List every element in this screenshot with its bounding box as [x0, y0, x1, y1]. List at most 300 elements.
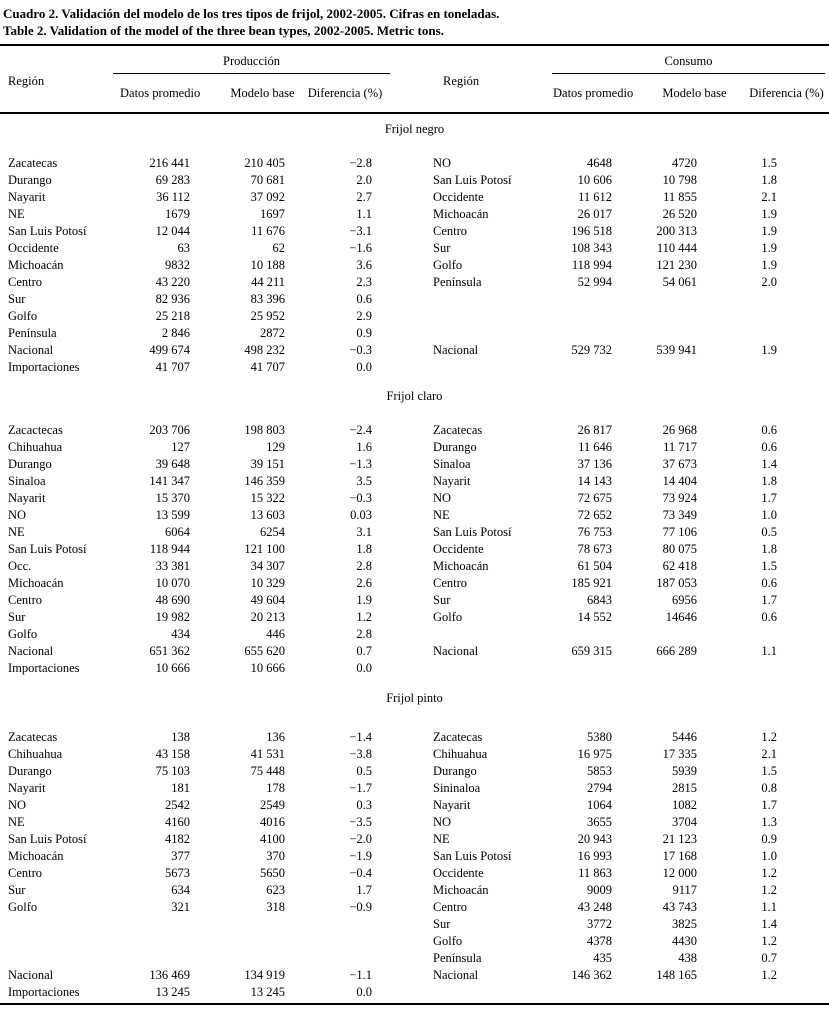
region-cell: Importaciones [8, 985, 80, 999]
modelo-base-cell [193, 933, 288, 950]
datos-promedio-cell: 203 706 [149, 423, 190, 437]
modelo-base-cell: 73 924 [662, 491, 697, 505]
region-cell [433, 660, 545, 677]
region-cell: Sur [433, 593, 451, 607]
section-rows [0, 422, 829, 677]
region-cell: Sur [8, 883, 26, 897]
modelo-base-cell: 25 952 [250, 309, 285, 323]
table-row [0, 422, 829, 439]
region-cell: Centro [433, 224, 468, 238]
modelo-base-cell: 146 359 [244, 474, 285, 488]
column-gap [390, 189, 433, 206]
region-cell: Nacional [433, 968, 479, 982]
column-gap [390, 899, 433, 916]
modelo-base-cell: 438 [678, 951, 697, 965]
diferencia-cell: 0.03 [350, 508, 372, 522]
datos-promedio-cell: 36 112 [156, 190, 190, 204]
datos-promedio-cell: 3655 [587, 815, 612, 829]
modelo-base-cell [615, 660, 700, 677]
diferencia-cell: −0.3 [349, 491, 372, 505]
modelo-base-cell: 10 329 [250, 576, 285, 590]
modelo-base-cell: 77 106 [662, 525, 697, 539]
column-gap [390, 325, 433, 342]
diferencia-cell: 1.9 [761, 224, 777, 238]
region-cell: NO [8, 508, 27, 522]
diferencia-cell: 1.1 [761, 900, 777, 914]
modelo-base-cell: 655 620 [244, 644, 285, 658]
column-header-modelo-base-right: Modelo base [662, 85, 727, 100]
column-gap [390, 524, 433, 541]
section-rows [0, 155, 829, 376]
modelo-base-cell: 21 123 [662, 832, 697, 846]
diferencia-cell: 2.0 [761, 275, 777, 289]
column-gap [390, 660, 433, 677]
region-cell: Sur [8, 610, 26, 624]
column-header-datos-promedio-left: Datos promedio [120, 85, 201, 100]
table-row [0, 814, 829, 831]
datos-promedio-cell: 16 993 [577, 849, 612, 863]
region-cell: Sininaloa [433, 781, 481, 795]
modelo-base-cell: 136 [266, 730, 285, 744]
modelo-base-cell: 121 100 [244, 542, 285, 556]
modelo-base-cell: 187 053 [656, 576, 697, 590]
datos-promedio-cell: 61 504 [577, 559, 612, 573]
table-row [0, 882, 829, 899]
diferencia-cell [700, 359, 829, 376]
region-cell: Chihuahua [8, 747, 63, 761]
caption-spanish: Cuadro 2. Validación del modelo de los tres tipos de frijol, 2002-2005. Cifras en toneladas. [3, 6, 500, 21]
datos-promedio-cell: 63 [177, 241, 190, 255]
diferencia-cell: 0.5 [761, 525, 777, 539]
diferencia-cell [288, 933, 390, 950]
region-cell: NO [433, 491, 452, 505]
table-row [0, 626, 829, 643]
column-gap [390, 592, 433, 609]
modelo-base-cell: 3704 [672, 815, 697, 829]
diferencia-cell: 1.5 [761, 156, 777, 170]
datos-promedio-cell: 216 441 [149, 156, 190, 170]
diferencia-cell: 0.5 [356, 764, 372, 778]
diferencia-cell: −2.4 [349, 423, 372, 437]
datos-promedio-cell: 11 646 [578, 440, 612, 454]
modelo-base-cell: 10 188 [250, 258, 285, 272]
modelo-base-cell [615, 325, 700, 342]
datos-promedio-cell: 15 370 [155, 491, 190, 505]
diferencia-cell: 0.3 [356, 798, 372, 812]
datos-promedio-cell [113, 916, 193, 933]
caption-english: Table 2. Validation of the model of the three bean types, 2002-2005. Metric tons. [3, 23, 444, 38]
table-row [0, 439, 829, 456]
datos-promedio-cell: 26 017 [577, 207, 612, 221]
datos-promedio-cell: 33 381 [155, 559, 190, 573]
region-cell: NE [8, 815, 25, 829]
table-row [0, 592, 829, 609]
datos-promedio-cell: 48 690 [155, 593, 190, 607]
region-cell [0, 916, 113, 933]
diferencia-cell [700, 308, 829, 325]
region-cell: Zacatecas [8, 730, 58, 744]
region-cell: Sur [8, 292, 26, 306]
column-gap [390, 831, 433, 848]
diferencia-cell: 1.2 [356, 610, 372, 624]
table-row [0, 780, 829, 797]
column-gap [390, 848, 433, 865]
table-row [0, 950, 829, 967]
table-row [0, 291, 829, 308]
table-row [0, 223, 829, 240]
diferencia-cell: 0.7 [356, 644, 372, 658]
modelo-base-cell: 17 335 [662, 747, 697, 761]
table-row [0, 524, 829, 541]
datos-promedio-cell: 11 612 [578, 190, 612, 204]
modelo-base-cell: 11 676 [251, 224, 285, 238]
datos-promedio-cell: 5673 [165, 866, 190, 880]
modelo-base-cell: 178 [266, 781, 285, 795]
region-cell: Nayarit [8, 190, 46, 204]
region-cell: Golfo [433, 610, 463, 624]
region-cell: Occidente [433, 542, 484, 556]
table-row [0, 865, 829, 882]
section-title-frijol-claro: Frijol claro [386, 389, 443, 403]
modelo-base-cell: 49 604 [250, 593, 285, 607]
datos-promedio-cell: 651 362 [149, 644, 190, 658]
column-gap [390, 507, 433, 524]
datos-promedio-cell: 196 518 [571, 224, 612, 238]
column-gap [390, 950, 433, 967]
region-cell [433, 308, 545, 325]
diferencia-cell: 1.7 [761, 491, 777, 505]
region-cell: San Luis Potosí [8, 542, 87, 556]
table-row [0, 575, 829, 592]
diferencia-cell: −3.5 [349, 815, 372, 829]
column-header-modelo-base-left: Modelo base [230, 85, 295, 100]
diferencia-cell: 2.6 [356, 576, 372, 590]
datos-promedio-cell: 12 044 [155, 224, 190, 238]
modelo-base-cell [615, 626, 700, 643]
column-header-diferencia-right: Diferencia (%) [749, 85, 824, 100]
region-cell: Golfo [8, 900, 38, 914]
datos-promedio-cell: 6064 [165, 525, 190, 539]
diferencia-cell: 0.6 [761, 423, 777, 437]
header-rule [0, 112, 829, 114]
diferencia-cell: 0.0 [356, 985, 372, 999]
datos-promedio-cell: 13 599 [155, 508, 190, 522]
datos-promedio-cell: 434 [171, 627, 190, 641]
datos-promedio-cell: 634 [171, 883, 190, 897]
region-cell: Occidente [8, 241, 59, 255]
datos-promedio-cell: 10 606 [577, 173, 612, 187]
region-cell: Sur [433, 241, 451, 255]
region-cell: Nacional [433, 644, 479, 658]
diferencia-cell: 1.4 [761, 917, 777, 931]
region-cell: NE [433, 832, 450, 846]
diferencia-cell: 0.7 [761, 951, 777, 965]
region-cell: Durango [8, 173, 52, 187]
diferencia-cell: 0.6 [356, 292, 372, 306]
table-row [0, 359, 829, 376]
modelo-base-cell: 498 232 [244, 343, 285, 357]
datos-promedio-cell: 39 648 [155, 457, 190, 471]
table-row [0, 643, 829, 660]
column-header-region-right: Región [443, 73, 480, 88]
table-row [0, 763, 829, 780]
table-row [0, 507, 829, 524]
modelo-base-cell: 4430 [672, 934, 697, 948]
region-cell: Chihuahua [8, 440, 63, 454]
modelo-base-cell: 13 245 [250, 985, 285, 999]
diferencia-cell [700, 325, 829, 342]
region-cell: NO [433, 156, 452, 170]
column-gap [390, 729, 433, 746]
table-row [0, 325, 829, 342]
datos-promedio-cell: 75 103 [155, 764, 190, 778]
column-gap [390, 780, 433, 797]
diferencia-cell: 1.2 [761, 934, 777, 948]
region-cell: Nacional [433, 343, 479, 357]
region-cell: San Luis Potosí [8, 224, 87, 238]
region-cell: Nacional [8, 343, 54, 357]
datos-promedio-cell: 16 975 [577, 747, 612, 761]
table-row [0, 456, 829, 473]
diferencia-cell: 2.1 [761, 190, 777, 204]
column-group-produccion: Producción [113, 54, 390, 74]
datos-promedio-cell: 2794 [587, 781, 612, 795]
region-cell: Centro [433, 576, 468, 590]
datos-promedio-cell: 20 943 [577, 832, 612, 846]
datos-promedio-cell: 19 982 [155, 610, 190, 624]
region-cell: Durango [8, 764, 52, 778]
modelo-base-cell: 129 [266, 440, 285, 454]
diferencia-cell: −1.9 [349, 849, 372, 863]
modelo-base-cell: 3825 [672, 917, 697, 931]
column-gap [390, 490, 433, 507]
region-cell: Michoacán [433, 207, 489, 221]
modelo-base-cell: 17 168 [662, 849, 697, 863]
column-gap [390, 274, 433, 291]
modelo-base-cell: 14 404 [662, 474, 697, 488]
table-row [0, 848, 829, 865]
column-header-region-left: Región [8, 73, 45, 88]
region-cell: Zacatecas [433, 730, 483, 744]
column-gap [390, 746, 433, 763]
bottom-rule [0, 1003, 829, 1005]
table-row [0, 189, 829, 206]
modelo-base-cell: 10 666 [250, 661, 285, 675]
modelo-base-cell: 5650 [260, 866, 285, 880]
datos-promedio-cell: 6843 [587, 593, 612, 607]
datos-promedio-cell: 43 248 [577, 900, 612, 914]
datos-promedio-cell: 659 315 [571, 644, 612, 658]
region-cell: NE [433, 508, 450, 522]
region-cell: Nayarit [433, 798, 471, 812]
modelo-base-cell [193, 916, 288, 933]
column-gap [390, 456, 433, 473]
column-gap [390, 558, 433, 575]
region-cell: Occidente [433, 190, 484, 204]
diferencia-cell [700, 984, 829, 1001]
region-cell: Zacactecas [8, 423, 63, 437]
diferencia-cell: 2.1 [761, 747, 777, 761]
modelo-base-cell: 110 444 [656, 241, 697, 255]
region-cell: NO [8, 798, 27, 812]
diferencia-cell: 1.0 [761, 849, 777, 863]
diferencia-cell: 2.8 [356, 559, 372, 573]
datos-promedio-cell: 76 753 [577, 525, 612, 539]
diferencia-cell: 1.3 [761, 815, 777, 829]
column-gap [390, 223, 433, 240]
datos-promedio-cell [545, 359, 615, 376]
modelo-base-cell: 318 [266, 900, 285, 914]
modelo-base-cell: 623 [266, 883, 285, 897]
datos-promedio-cell: 185 921 [571, 576, 612, 590]
diferencia-cell: −0.9 [349, 900, 372, 914]
datos-promedio-cell: 11 863 [578, 866, 612, 880]
table-row [0, 274, 829, 291]
column-gap [390, 643, 433, 660]
diferencia-cell: 1.8 [356, 542, 372, 556]
modelo-base-cell: 370 [266, 849, 285, 863]
table-row [0, 967, 829, 984]
modelo-base-cell: 200 313 [656, 224, 697, 238]
datos-promedio-cell: 43 220 [155, 275, 190, 289]
column-header-diferencia-left: Diferencia (%) [307, 85, 383, 100]
region-cell [433, 325, 545, 342]
column-gap [390, 155, 433, 172]
datos-promedio-cell [545, 291, 615, 308]
datos-promedio-cell: 82 936 [155, 292, 190, 306]
modelo-base-cell [615, 984, 700, 1001]
diferencia-cell: −0.4 [349, 866, 372, 880]
datos-promedio-cell [545, 660, 615, 677]
diferencia-cell: 0.6 [761, 576, 777, 590]
column-gap [390, 967, 433, 984]
region-cell: Importaciones [8, 661, 80, 675]
diferencia-cell: 1.9 [356, 593, 372, 607]
diferencia-cell: 1.9 [761, 258, 777, 272]
column-group-consumo: Consumo [552, 54, 825, 74]
region-cell: Península [8, 326, 57, 340]
modelo-base-cell: 1082 [672, 798, 697, 812]
modelo-base-cell: 11 717 [663, 440, 697, 454]
datos-promedio-cell: 499 674 [149, 343, 190, 357]
modelo-base-cell: 539 941 [656, 343, 697, 357]
region-cell: Occidente [433, 866, 484, 880]
modelo-base-cell: 39 151 [250, 457, 285, 471]
section-rows [0, 729, 829, 1001]
datos-promedio-cell: 69 283 [155, 173, 190, 187]
table-row [0, 172, 829, 189]
column-gap [390, 984, 433, 1001]
column-gap [390, 797, 433, 814]
modelo-base-cell: 20 213 [250, 610, 285, 624]
region-cell: Golfo [8, 309, 38, 323]
region-cell: San Luis Potosí [433, 525, 512, 539]
datos-promedio-cell: 1064 [587, 798, 612, 812]
datos-promedio-cell: 118 994 [571, 258, 612, 272]
region-cell: Golfo [433, 934, 463, 948]
modelo-base-cell: 9117 [672, 883, 697, 897]
table-row [0, 831, 829, 848]
datos-promedio-cell: 146 362 [571, 968, 612, 982]
modelo-base-cell: 10 798 [662, 173, 697, 187]
diferencia-cell: 2.9 [356, 309, 372, 323]
modelo-base-cell: 2815 [672, 781, 697, 795]
datos-promedio-cell: 72 652 [577, 508, 612, 522]
diferencia-cell: −1.4 [349, 730, 372, 744]
datos-promedio-cell: 72 675 [577, 491, 612, 505]
datos-promedio-cell [545, 626, 615, 643]
diferencia-cell: 1.9 [761, 241, 777, 255]
datos-promedio-cell: 136 469 [149, 968, 190, 982]
column-gap [390, 626, 433, 643]
modelo-base-cell: 4720 [672, 156, 697, 170]
datos-promedio-cell [113, 933, 193, 950]
region-cell: Chihuahua [433, 747, 488, 761]
table-caption [0, 0, 829, 39]
region-cell: Sinaloa [8, 474, 46, 488]
modelo-base-cell: 44 211 [251, 275, 285, 289]
table-row [0, 240, 829, 257]
datos-promedio-cell: 14 552 [577, 610, 612, 624]
region-cell: Michoacán [433, 883, 489, 897]
diferencia-cell: 0.0 [356, 360, 372, 374]
modelo-base-cell [193, 950, 288, 967]
diferencia-cell [288, 950, 390, 967]
diferencia-cell: 1.7 [761, 593, 777, 607]
datos-promedio-cell: 41 707 [155, 360, 190, 374]
section-title-frijol-pinto: Frijol pinto [386, 691, 443, 705]
datos-promedio-cell: 4378 [587, 934, 612, 948]
column-gap [390, 865, 433, 882]
region-cell [433, 984, 545, 1001]
diferencia-cell: 1.9 [761, 343, 777, 357]
table-row [0, 729, 829, 746]
datos-promedio-cell: 43 158 [155, 747, 190, 761]
datos-promedio-cell: 529 732 [571, 343, 612, 357]
column-gap [390, 882, 433, 899]
modelo-base-cell: 37 673 [662, 457, 697, 471]
column-gap [390, 763, 433, 780]
modelo-base-cell: 26 520 [662, 207, 697, 221]
column-gap [390, 916, 433, 933]
table-header [0, 46, 829, 112]
modelo-base-cell: 26 968 [662, 423, 697, 437]
modelo-base-cell: 4016 [260, 815, 285, 829]
diferencia-cell [700, 291, 829, 308]
table-body [0, 122, 829, 1001]
diferencia-cell: 1.9 [761, 207, 777, 221]
column-gap [390, 933, 433, 950]
diferencia-cell: 1.5 [761, 764, 777, 778]
diferencia-cell: 1.8 [761, 474, 777, 488]
modelo-base-cell: 83 396 [250, 292, 285, 306]
modelo-base-cell: 75 448 [250, 764, 285, 778]
datos-promedio-cell: 138 [171, 730, 190, 744]
modelo-base-cell [615, 291, 700, 308]
modelo-base-cell: 62 [272, 241, 285, 255]
datos-promedio-cell: 4182 [165, 832, 190, 846]
datos-promedio-cell: 321 [171, 900, 190, 914]
table-row [0, 933, 829, 950]
diferencia-cell: 1.5 [761, 559, 777, 573]
diferencia-cell: 0.8 [761, 781, 777, 795]
datos-promedio-cell: 377 [171, 849, 190, 863]
table-row [0, 558, 829, 575]
table-row [0, 746, 829, 763]
table-row [0, 473, 829, 490]
diferencia-cell: 0.6 [761, 610, 777, 624]
table-row [0, 899, 829, 916]
